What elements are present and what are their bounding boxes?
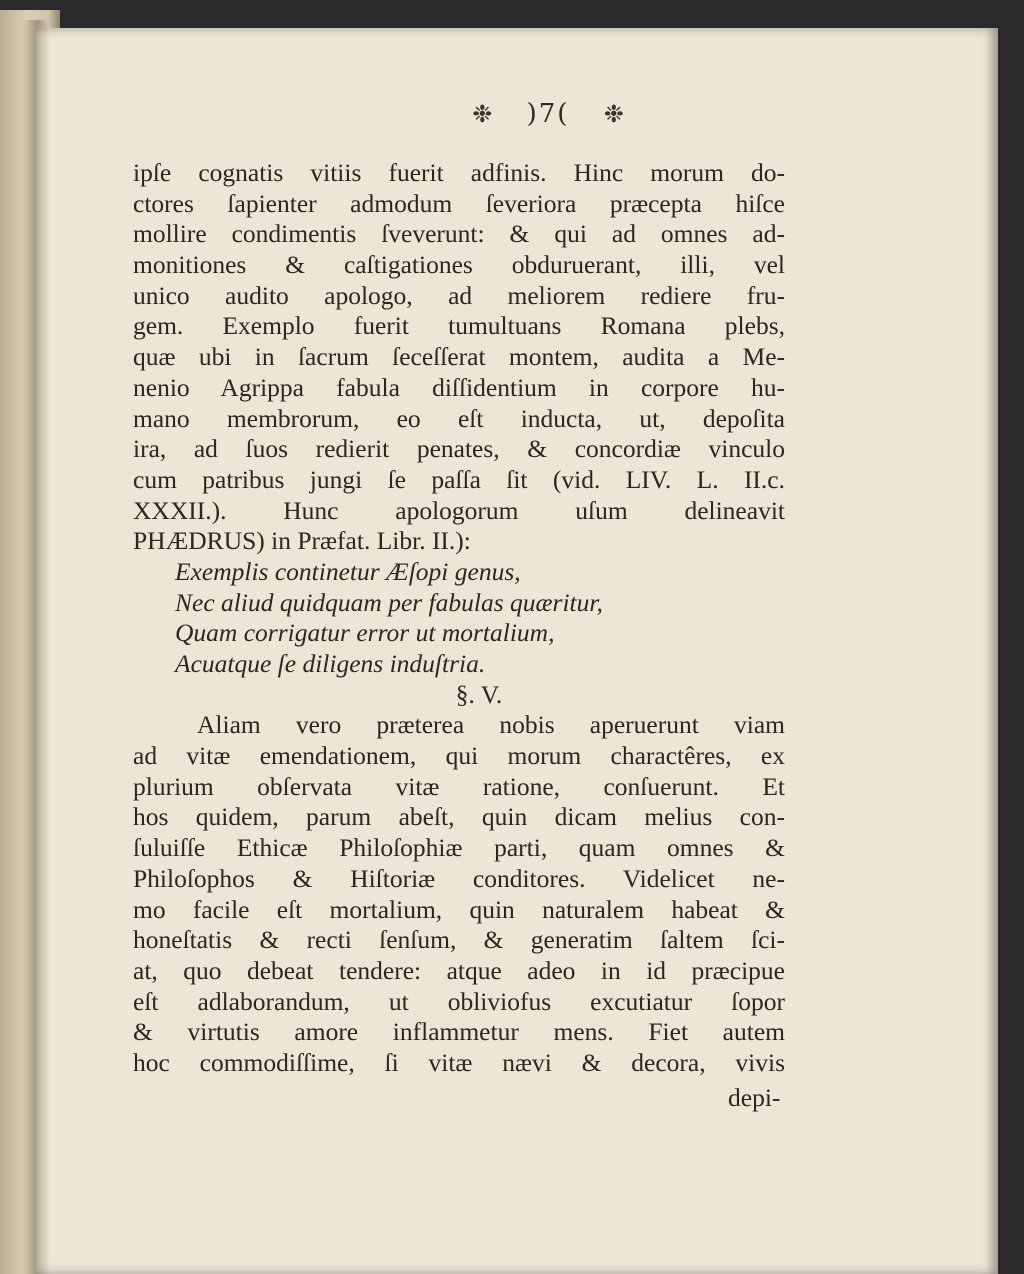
- text-line: at, quo debeat tendere: atque adeo in id præcipue: [133, 955, 785, 985]
- text-line: quæ ubi in ſacrum ſeceſſerat montem, audita a Me-: [133, 342, 785, 372]
- text-line: ad vitæ emendationem, qui morum charactêres, ex: [133, 741, 785, 771]
- text-line: cum patribus jungi ſe paſſa ſit (vid. LIV. L. II.c.: [133, 464, 785, 494]
- catchword: depi-: [728, 1083, 781, 1112]
- text-line: mollire condimentis ſveverunt: & qui ad omnes ad-: [133, 219, 785, 249]
- text-line: ira, ad ſuos redierit penates, & concordiæ vinculo: [133, 434, 785, 464]
- text-line: Aliam vero præterea nobis aperuerunt viam: [197, 710, 785, 740]
- verse-line: Quam corrigatur error ut mortalium,: [175, 618, 555, 648]
- text-line: honeſtatis & recti ſenſum, & generatim ſaltem ſci-: [133, 925, 785, 955]
- page-number: )7(: [526, 99, 570, 129]
- section-heading: §. V.: [455, 679, 503, 709]
- verse-line: Nec aliud quidquam per fabulas quæritur,: [175, 587, 603, 617]
- body-text: [133, 158, 785, 1079]
- page-gutter-shadow: [36, 28, 50, 1274]
- text-line: & virtutis amore inflammetur mens. Fiet autem: [133, 1017, 785, 1047]
- text-line: unico audito apologo, ad meliorem rediere fru-: [133, 280, 785, 310]
- text-line: Philoſophos & Hiſtoriæ conditores. Videlicet ne-: [133, 863, 785, 893]
- text-line: hoc commodiſſime, ſi vitæ nævi & decora, vivis: [133, 1047, 785, 1077]
- ornament-left-icon: ❉: [472, 100, 493, 128]
- text-line: eſt adlaborandum, ut obliviofus excutiatur ſopor: [133, 986, 785, 1016]
- text-line: ctores ſapienter admodum ſeveriora præcepta hiſce: [133, 188, 785, 218]
- text-line: gem. Exemplo fuerit tumultuans Romana plebs,: [133, 311, 785, 341]
- verse-line: Exemplis continetur Æſopi genus,: [175, 556, 521, 586]
- text-line: plurium obſervata vitæ ratione, conſuerunt. Et: [133, 771, 785, 801]
- text-line: mo facile eſt mortalium, quin naturalem habeat &: [133, 894, 785, 924]
- ornament-right-icon: ❉: [603, 100, 624, 128]
- text-line: monitiones & caſtigationes obduruerant, illi, vel: [133, 250, 785, 280]
- verse-line: Acuatque ſe diligens induſtria.: [175, 649, 486, 678]
- page-header: [0, 98, 1024, 129]
- text-line: ſuluiſſe Ethicæ Philoſophiæ parti, quam omnes &: [133, 833, 785, 863]
- text-line: XXXII.). Hunc apologorum uſum delineavit: [133, 495, 785, 525]
- text-line: PHÆDRUS) in Præfat. Libr. II.):: [133, 526, 471, 556]
- text-line: ipſe cognatis vitiis fuerit adfinis. Hinc morum do-: [133, 158, 785, 187]
- text-line: hos quidem, parum abeſt, quin dicam melius con-: [133, 802, 785, 832]
- text-line: mano membrorum, eo eſt inducta, ut, depoſita: [133, 403, 785, 433]
- text-line: nenio Agrippa fabula diſſidentium in corpore hu-: [133, 372, 785, 402]
